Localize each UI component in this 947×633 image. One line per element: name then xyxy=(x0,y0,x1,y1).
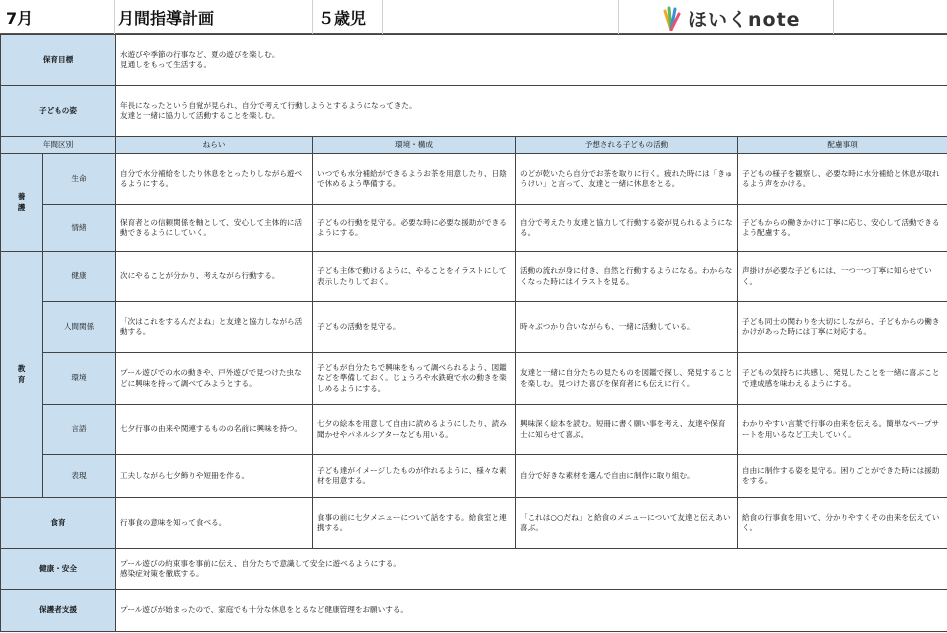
brand-logo xyxy=(660,4,801,32)
environment-cell: 食事の前に七夕メニューについて話をする。給食室と連携する。 xyxy=(313,498,516,549)
column-header-considerations: 配慮事項 xyxy=(738,137,947,154)
table-row xyxy=(1,302,947,353)
subcategory-label: 言語 xyxy=(43,405,116,455)
header-divider xyxy=(833,0,834,34)
considerations-cell: 子ども同士の関わりを大切にしながら、子どもからの働きかけがあった時には丁寧に対応する。 xyxy=(738,302,947,353)
category-education xyxy=(1,252,43,498)
category-nurturing xyxy=(1,154,43,252)
environment-cell: 七夕の絵本を用意して自由に読めるようにしたり、読み聞かせやパネルシアターなども用いる。 xyxy=(313,405,516,455)
considerations-cell: 自由に制作する姿を見守る。困りごとができた時には援助をする。 xyxy=(738,455,947,498)
activities-cell: のどが乾いたら自分でお茶を取りに行く。疲れた時には「きゅうけい」と言って、友達と一緒に休息をとる。 xyxy=(516,154,738,205)
guardian-label: 保護者支援 xyxy=(1,590,116,632)
child-state-text xyxy=(116,86,947,137)
category-label: 養護 xyxy=(17,192,26,212)
subcategory-label: 生命 xyxy=(43,154,116,205)
column-header-environment: 環境・構成 xyxy=(313,137,516,154)
activities-cell: 自分で好きな素材を選んで自由に制作に取り組む。 xyxy=(516,455,738,498)
environment-cell: 子ども達がイメージしたものが作れるように、様々な素材を用意する。 xyxy=(313,455,516,498)
month-label: 7月 xyxy=(6,8,34,28)
header-divider xyxy=(312,0,313,34)
header-divider xyxy=(114,0,115,34)
environment-cell: 子どもの行動を見守る。必要な時に必要な援助ができるようにする。 xyxy=(313,205,516,252)
safety-text xyxy=(116,549,947,590)
environment-cell: 子ども主体で動けるように、やることをイラストにして表示したりしておく。 xyxy=(313,252,516,302)
table-row xyxy=(1,252,947,302)
considerations-cell: 子どもの気持ちに共感し、発見したことを一緒に喜ぶことで達成感を味わえるようにする。 xyxy=(738,353,947,405)
safety-label: 健康・安全 xyxy=(1,549,116,590)
subcategory-label: 表現 xyxy=(43,455,116,498)
header-divider xyxy=(382,0,383,34)
aims-cell: 七夕行事の由来や関連するものの名前に興味を持つ。 xyxy=(116,405,313,455)
activities-cell: 友達と一緒に自分たちの見たものを図鑑で探し、発見することを楽しむ。見つけた喜びを保育者にも伝えに行く。 xyxy=(516,353,738,405)
table-row xyxy=(1,353,947,405)
aims-cell: 保育者との信頼関係を軸として、安心して主体的に活動できるようにしていく。 xyxy=(116,205,313,252)
plan-title: 月間指導計画 xyxy=(118,8,215,28)
activities-cell: 「これは○○だね」と給食のメニューについて友達と伝えあい喜ぶ。 xyxy=(516,498,738,549)
considerations-cell: 子どもからの働きかけに丁寧に応じ、安心して活動できるよう配慮する。 xyxy=(738,205,947,252)
category-label: 教育 xyxy=(17,364,26,384)
aims-cell: 自分で水分補給をしたり休息をとったりしながら遊べるようにする。 xyxy=(116,154,313,205)
table-row xyxy=(1,154,947,205)
considerations-cell: わかりやすい言葉で行事の由来を伝える。簡単なペープサートを用いるなど工夫していく。 xyxy=(738,405,947,455)
aims-cell: 次にやることが分かり、考えながら行動する。 xyxy=(116,252,313,302)
aims-cell: 工夫しながら七夕飾りや短冊を作る。 xyxy=(116,455,313,498)
aims-cell: 「次はこれをするんだよね」と友達と協力しながら活動する。 xyxy=(116,302,313,353)
guardian-row xyxy=(1,590,947,632)
safety-line: プール遊びの約束事を事前に伝え、自分たちで意識して安全に遊べるようにする。 xyxy=(120,558,401,568)
environment-cell: 子どもの活動を見守る。 xyxy=(313,302,516,353)
plan-table xyxy=(0,34,947,632)
goal-line: 水遊びや季節の行事など、夏の遊びを楽しむ。 xyxy=(120,49,280,59)
column-header-aims: ねらい xyxy=(116,137,313,154)
activities-cell: 時々ぶつかり合いながらも、一緒に活動している。 xyxy=(516,302,738,353)
subcategory-label: 情緒 xyxy=(43,205,116,252)
child-state-label: 子どもの姿 xyxy=(1,86,116,137)
guardian-text: プール遊びが始まったので、家庭でも十分な休息をとるなど健康管理をお願いする。 xyxy=(116,590,947,632)
subcategory-label: 人間関係 xyxy=(43,302,116,353)
goal-line: 見通しをもって生活する。 xyxy=(120,60,212,69)
safety-row xyxy=(1,549,947,590)
activities-cell: 活動の流れが身に付き、自然と行動するようになる。わからなくなった時にはイラストを見る。 xyxy=(516,252,738,302)
column-header-period: 年間区別 xyxy=(1,137,116,154)
subcategory-label: 健康 xyxy=(43,252,116,302)
logo-text: ほいくnote xyxy=(688,8,801,31)
table-row xyxy=(1,405,947,455)
table-row xyxy=(1,455,947,498)
column-header-activities: 予想される子どもの活動 xyxy=(516,137,738,154)
goal-text xyxy=(116,35,947,86)
goal-label: 保育目標 xyxy=(1,35,116,86)
aims-cell: プール遊びでの水の動きや、戸外遊びで見つけた虫などに興味を持って調べてみようとする。 xyxy=(116,353,313,405)
environment-cell: 子どもが自分たちで興味をもって調べられるよう、図鑑などを準備しておく。じょうろや水鉄砲で水の動きを楽しめるようにする。 xyxy=(313,353,516,405)
considerations-cell: 給食の行事食を用いて、分かりやすくその由来を伝えていく。 xyxy=(738,498,947,549)
considerations-cell: 声掛けが必要な子どもには、一つ一つ丁寧に知らせていく。 xyxy=(738,252,947,302)
child-state-line: 友達と一緒に協力して活動することを楽しむ。 xyxy=(120,111,280,120)
child-state-line: 年長になったという自覚が見られ、自分で考えて行動しようとするようになってきた。 xyxy=(120,100,417,110)
header-divider xyxy=(618,0,619,34)
column-header-row xyxy=(1,137,947,154)
subcategory-label: 環境 xyxy=(43,353,116,405)
safety-line: 感染症対策を徹底する。 xyxy=(120,569,204,578)
aims-cell: 行事食の意味を知って食べる。 xyxy=(116,498,313,549)
leaf-icon xyxy=(660,5,682,31)
table-row xyxy=(1,205,947,252)
age-label: ５歳児 xyxy=(318,8,367,28)
activities-cell: 興味深く絵本を読む。短冊に書く願い事を考え、友達や保育士に知らせて喜ぶ。 xyxy=(516,405,738,455)
child-state-row xyxy=(1,86,947,137)
food-label: 食育 xyxy=(1,498,116,549)
environment-cell: いつでも水分補給ができるようお茶を用意したり、日陰で休めるよう準備する。 xyxy=(313,154,516,205)
goal-row xyxy=(1,35,947,86)
activities-cell: 自分で考えたり友達と協力して行動する姿が見られるようになる。 xyxy=(516,205,738,252)
plan-header xyxy=(0,0,947,34)
food-row xyxy=(1,498,947,549)
considerations-cell: 子どもの様子を観察し、必要な時に水分補給と休息が取れるよう声をかける。 xyxy=(738,154,947,205)
